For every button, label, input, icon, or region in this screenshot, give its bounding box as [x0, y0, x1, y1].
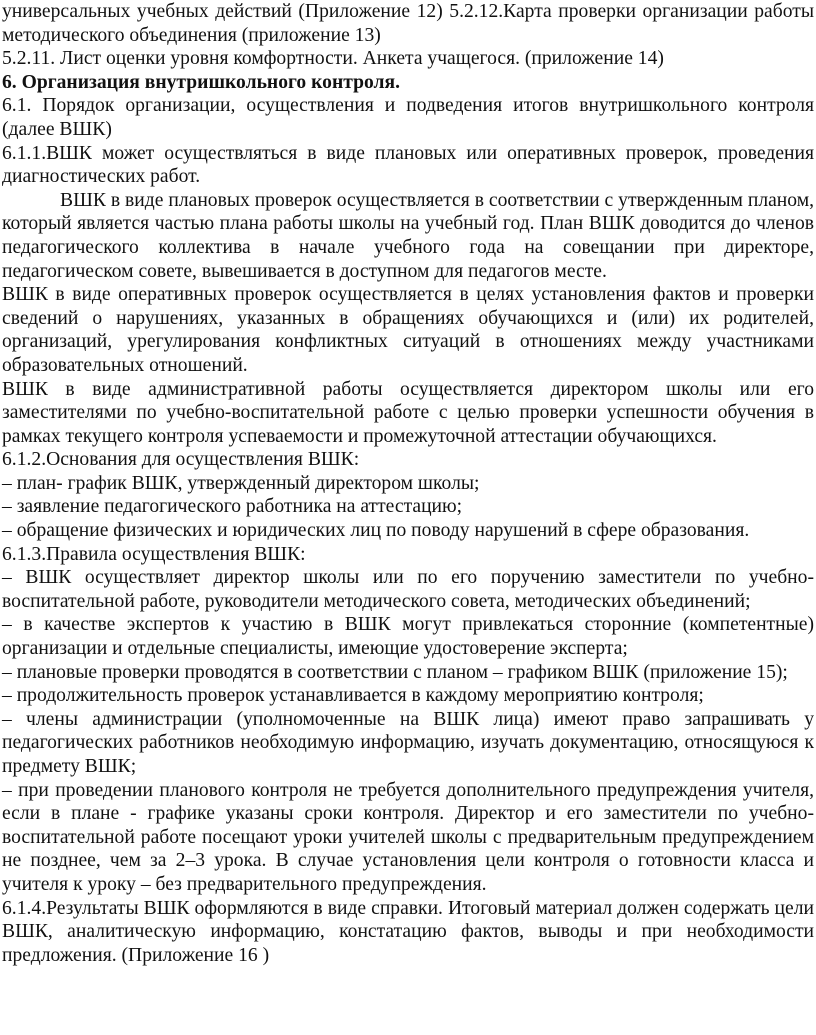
text-line-appendix-14: 5.2.11. Лист оценки уровня комфортности. Анкета учащегося. (приложение 14) — [2, 48, 664, 70]
list-item-who-conducts: – ВШК осуществляет директор школы или по его поручению заместители по учебно-воспитательной работе, руководители методического совета, методических объединений; — [2, 567, 814, 612]
paragraph-operational-checks: ВШК в виде оперативных проверок осуществляется в целях установления фактов и проверки сведений о нарушениях, указанных в обращениях обучающихся и (или) их родителей, организаций, урегулирования конфликтных ситуаций в отношениях между участниками образовательных отношений. — [2, 284, 814, 376]
list-item-planned-schedule: – плановые проверки проводятся в соответствии с планом – графиком ВШК (приложение 15); — [2, 661, 788, 683]
paragraph-6-1-1: 6.1.1.ВШК может осуществляться в виде плановых или оперативных проверок, проведения диагностических работ. — [2, 142, 814, 188]
section-heading: 6. Организация внутришкольного контроля. — [2, 71, 401, 93]
list-item-notification: – при проведении планового контроля не требуется дополнительного предупреждения учителя, если в плане - графике указаны сроки контроля. Директор и его заместители по учебно-воспитательной работе посещают уроки учителей школы с предварительным предупреждением не позднее, чем за 2–3 урока. В случае установления цели контроля о готовности класса и учителя к уроку – без предварительного предупреждения. — [2, 779, 814, 895]
list-item-duration: – продолжительность проверок устанавливается в каждому мероприятию контроля; — [2, 685, 704, 707]
paragraph-planned-checks: ВШК в виде плановых проверок осуществляется в соответствии с утвержденным планом, который является частью плана работы школы на учебный год. План ВШК доводится до членов педагогического коллектива в начале учебного года на совещании при директоре, педагогическом совете, вывешивается в доступном для педагогов месте. — [2, 189, 814, 282]
list-item-attestation-request: – заявление педагогического работника на аттестацию; — [2, 496, 463, 518]
list-item-plan-schedule: – план- график ВШК, утвержденный директором школы; — [2, 472, 480, 494]
paragraph-6-1: 6.1. Порядок организации, осуществления и подведения итогов внутришкольного контроля (далее ВШК) — [2, 95, 814, 140]
paragraph-6-1-3: 6.1.3.Правила осуществления ВШК: — [2, 543, 306, 565]
text-line-appendices-12-13: универсальных учебных действий (Приложение 12) 5.2.12.Карта проверки организации работы методического объединения (приложение 13) — [2, 1, 814, 46]
list-item-admin-rights: – члены администрации (уполномоченные на ВШК лица) имеют право запрашивать у педагогических работников необходимую информацию, изучать документацию, относящуюся к предмету ВШК; — [2, 708, 814, 777]
list-item-complaints: – обращение физических и юридических лиц по поводу нарушений в сфере образования. — [2, 520, 750, 542]
list-item-experts: – в качестве экспертов к участию в ВШК могут привлекаться сторонние (компетентные) организации и отдельные специалисты, имеющие удостоверение эксперта; — [2, 614, 814, 660]
paragraph-6-1-4: 6.1.4.Результаты ВШК оформляются в виде справки. Итоговый материал должен содержать цели ВШК, аналитическую информацию, констатацию фактов, выводы и при необходимости предложения. (Приложение 16 ) — [2, 897, 814, 966]
paragraph-6-1-2: 6.1.2.Основания для осуществления ВШК: — [2, 449, 360, 471]
paragraph-administrative-work: ВШК в виде административной работы осуществляется директором школы или его заместителями по учебно-воспитательной работе с целью проверки успешности обучения в рамках текущего контроля успеваемости и промежуточной аттестации обучающихся. — [2, 378, 814, 447]
